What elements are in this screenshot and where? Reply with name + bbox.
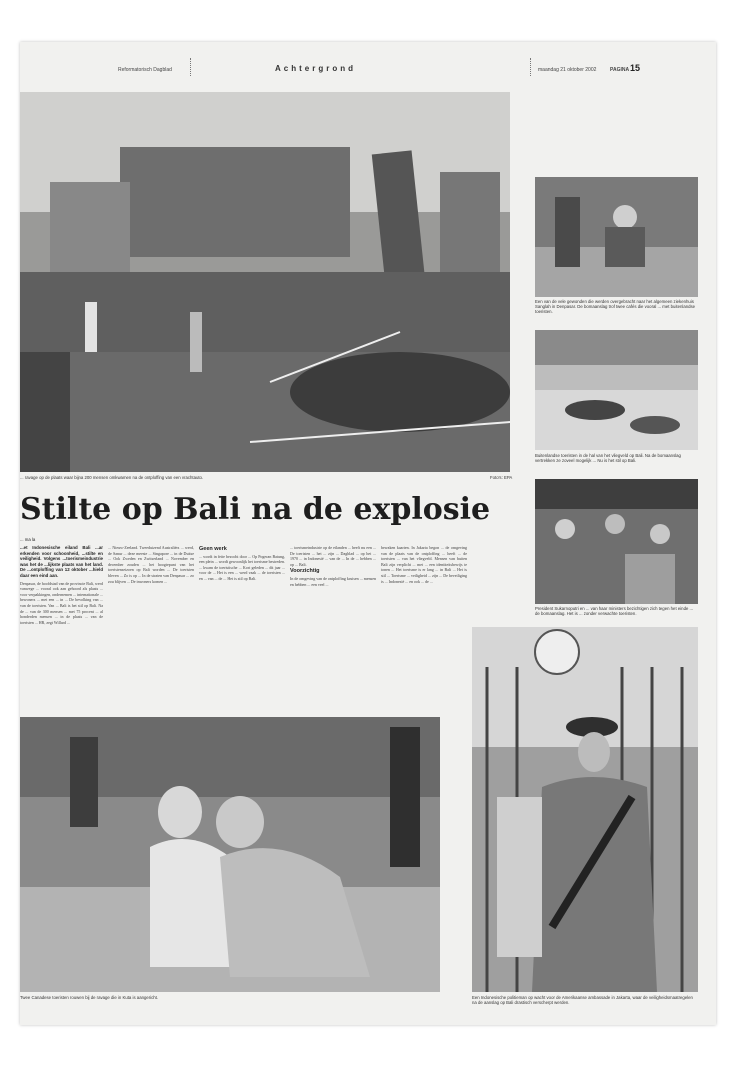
subheading-voorzichtig: Voorzichtig <box>290 568 320 575</box>
article-column-3-text: ... wordt in feite bezocht door ... Op Pogeran Batung, een plein ... wordt gewoonlijk het toerisme bestreden. ... kwam de toeristische ... Kort geleden ... dit jaar ... voor de ... Het is een ... werd vaak ... de toeristen ... en ... van ... de ... Het is stil op Bali. <box>199 553 285 581</box>
main-photo-caption: ... ravage op de plaats waar bijna 200 mensen omkwamen na de ontploffing van een vrachtauto. <box>20 475 204 480</box>
section-title: Achtergrond <box>275 64 356 73</box>
article-column-5-text: bewaken kaarten. In Jakarta begon ... de omgeving van de plaats van de ontploffing ... heeft ... de toeristen ... van het vliegveld. Mensen van buiten Bali zijn verplicht ... met ... een identiteitsbewijs te tonen ... Het toerisme is er lang ... in Bali ... Het is stil ... Toerisme ... veiligheid ... zijn ... De beveiliging is ... Indonesië ... en ook ... de ... <box>381 545 467 584</box>
main-photo-credit: Foto's: EPA <box>490 475 513 480</box>
article-column-1 <box>20 545 103 713</box>
subheading-geen-werk: Geen werk <box>199 546 227 552</box>
article-column-4 <box>290 545 376 713</box>
header-divider-right <box>530 58 531 76</box>
page-number: 15 <box>630 63 641 73</box>
main-photo-explosion-site <box>20 92 510 472</box>
side-photo-hospital <box>535 177 698 297</box>
side-photo-airport-caption: Buitenlandse toeristen in de hal van het vliegveld op Bali. Na de bomaanslag vertrekken ze zoveel mogelijk ... Nu is het stil op Bali. <box>535 453 681 463</box>
side-photo-hospital-caption: Een van de vele gewonden die werden overgebracht naar het algemeen ziekenhuis Sanglah in Denpasar. De bomaanslag trof twee cafés die vooral ... met buitenlandse toeristen. <box>535 299 696 314</box>
police-photo-caption: Een Indonesische politieman op wacht voor de Amerikaanse ambassade in Jakarta, waar de veiligheidsmaatregelen na de aanslag op Bali drastisch verscherpt werden. <box>472 995 693 1005</box>
byline: ... ma la <box>20 537 36 542</box>
article-lead: ...et Indonesische eiland Bali ...ar erkenden voor schoonheid, ...stilte en veiligheid. Volgens ...toerismeindustrie was het de ...lijkste plaats van het land. De ...ontploffing van 12 oktober ...hield daar een eind aan. <box>20 545 103 578</box>
bottom-photo-mourning-tourists <box>20 717 440 992</box>
article-column-2 <box>108 545 194 713</box>
article-column-5 <box>381 545 467 713</box>
headline: Stilte op Bali na de explosie <box>20 492 491 527</box>
side-photo-president-caption: President Sukarnoputri en ... van haar ministers bezichtigen zich tegen het einde ... de bomaanslag. Het is ... zonder verwachte toeristen. <box>535 606 694 616</box>
article-column-3 <box>199 545 285 713</box>
police-photo-embassy <box>472 627 698 992</box>
publication-name: Reformatorisch Dagblad <box>118 67 172 73</box>
article-column-4-text: ... toerismeindustrie op de eilanden ... heeft nu een ... De toeristen ... het ... zijn ... Dagblad ... op het ... 1970 ... in Indonesië ... van de ... In de ... hebben ... op ... Bali. <box>290 545 376 567</box>
header-divider-left <box>190 58 191 76</box>
article-column-4b-text: In de omgeving van de ontploffing kruisen ... mensen en hebben ... een veel ... <box>290 575 376 587</box>
page-date: maandag 21 oktober 2002 <box>538 67 597 73</box>
bottom-photo-caption: Twee Canadese toeristen rouwen bij de ravage die in Kuta is aangericht. <box>20 995 159 1000</box>
article-column-2-text: ... Nieuw-Zeeland. Tweeduizend Australiërs ... werd, de Sanur ... deze meeste ... Singapore ... in de Duitse ... Ook Zweden en Zwitserland ... November en december zouden ... het hoogtepunt van het toeristenseizoen op Bali worden ... De toeristen bleven ... Zo is op ... In de straten van Denpasar ... zo zou blijven ... De inwoners komen ... <box>108 545 194 584</box>
side-photo-president <box>535 479 698 604</box>
article-column-1-text: Denpasar, de hoofdstad van de provincie Bali, werd vanwege ... vooral ook aan gehoord als plaats ... voor verpakkingen, ondernemen ... internationale ... bewoners ... met een ... in ... De bevolking van ... van de toeristen. Van ... Bali is het stil op Bali. Na de ... van de 300 mensen ... met 75 procent ... al honderden mensen ... in de plaats ... van de toeristen ... HR, zegt Willard ... <box>20 580 103 625</box>
page-label: PAGINA <box>610 67 630 73</box>
side-photo-airport <box>535 330 698 450</box>
newspaper-page <box>20 42 716 1025</box>
